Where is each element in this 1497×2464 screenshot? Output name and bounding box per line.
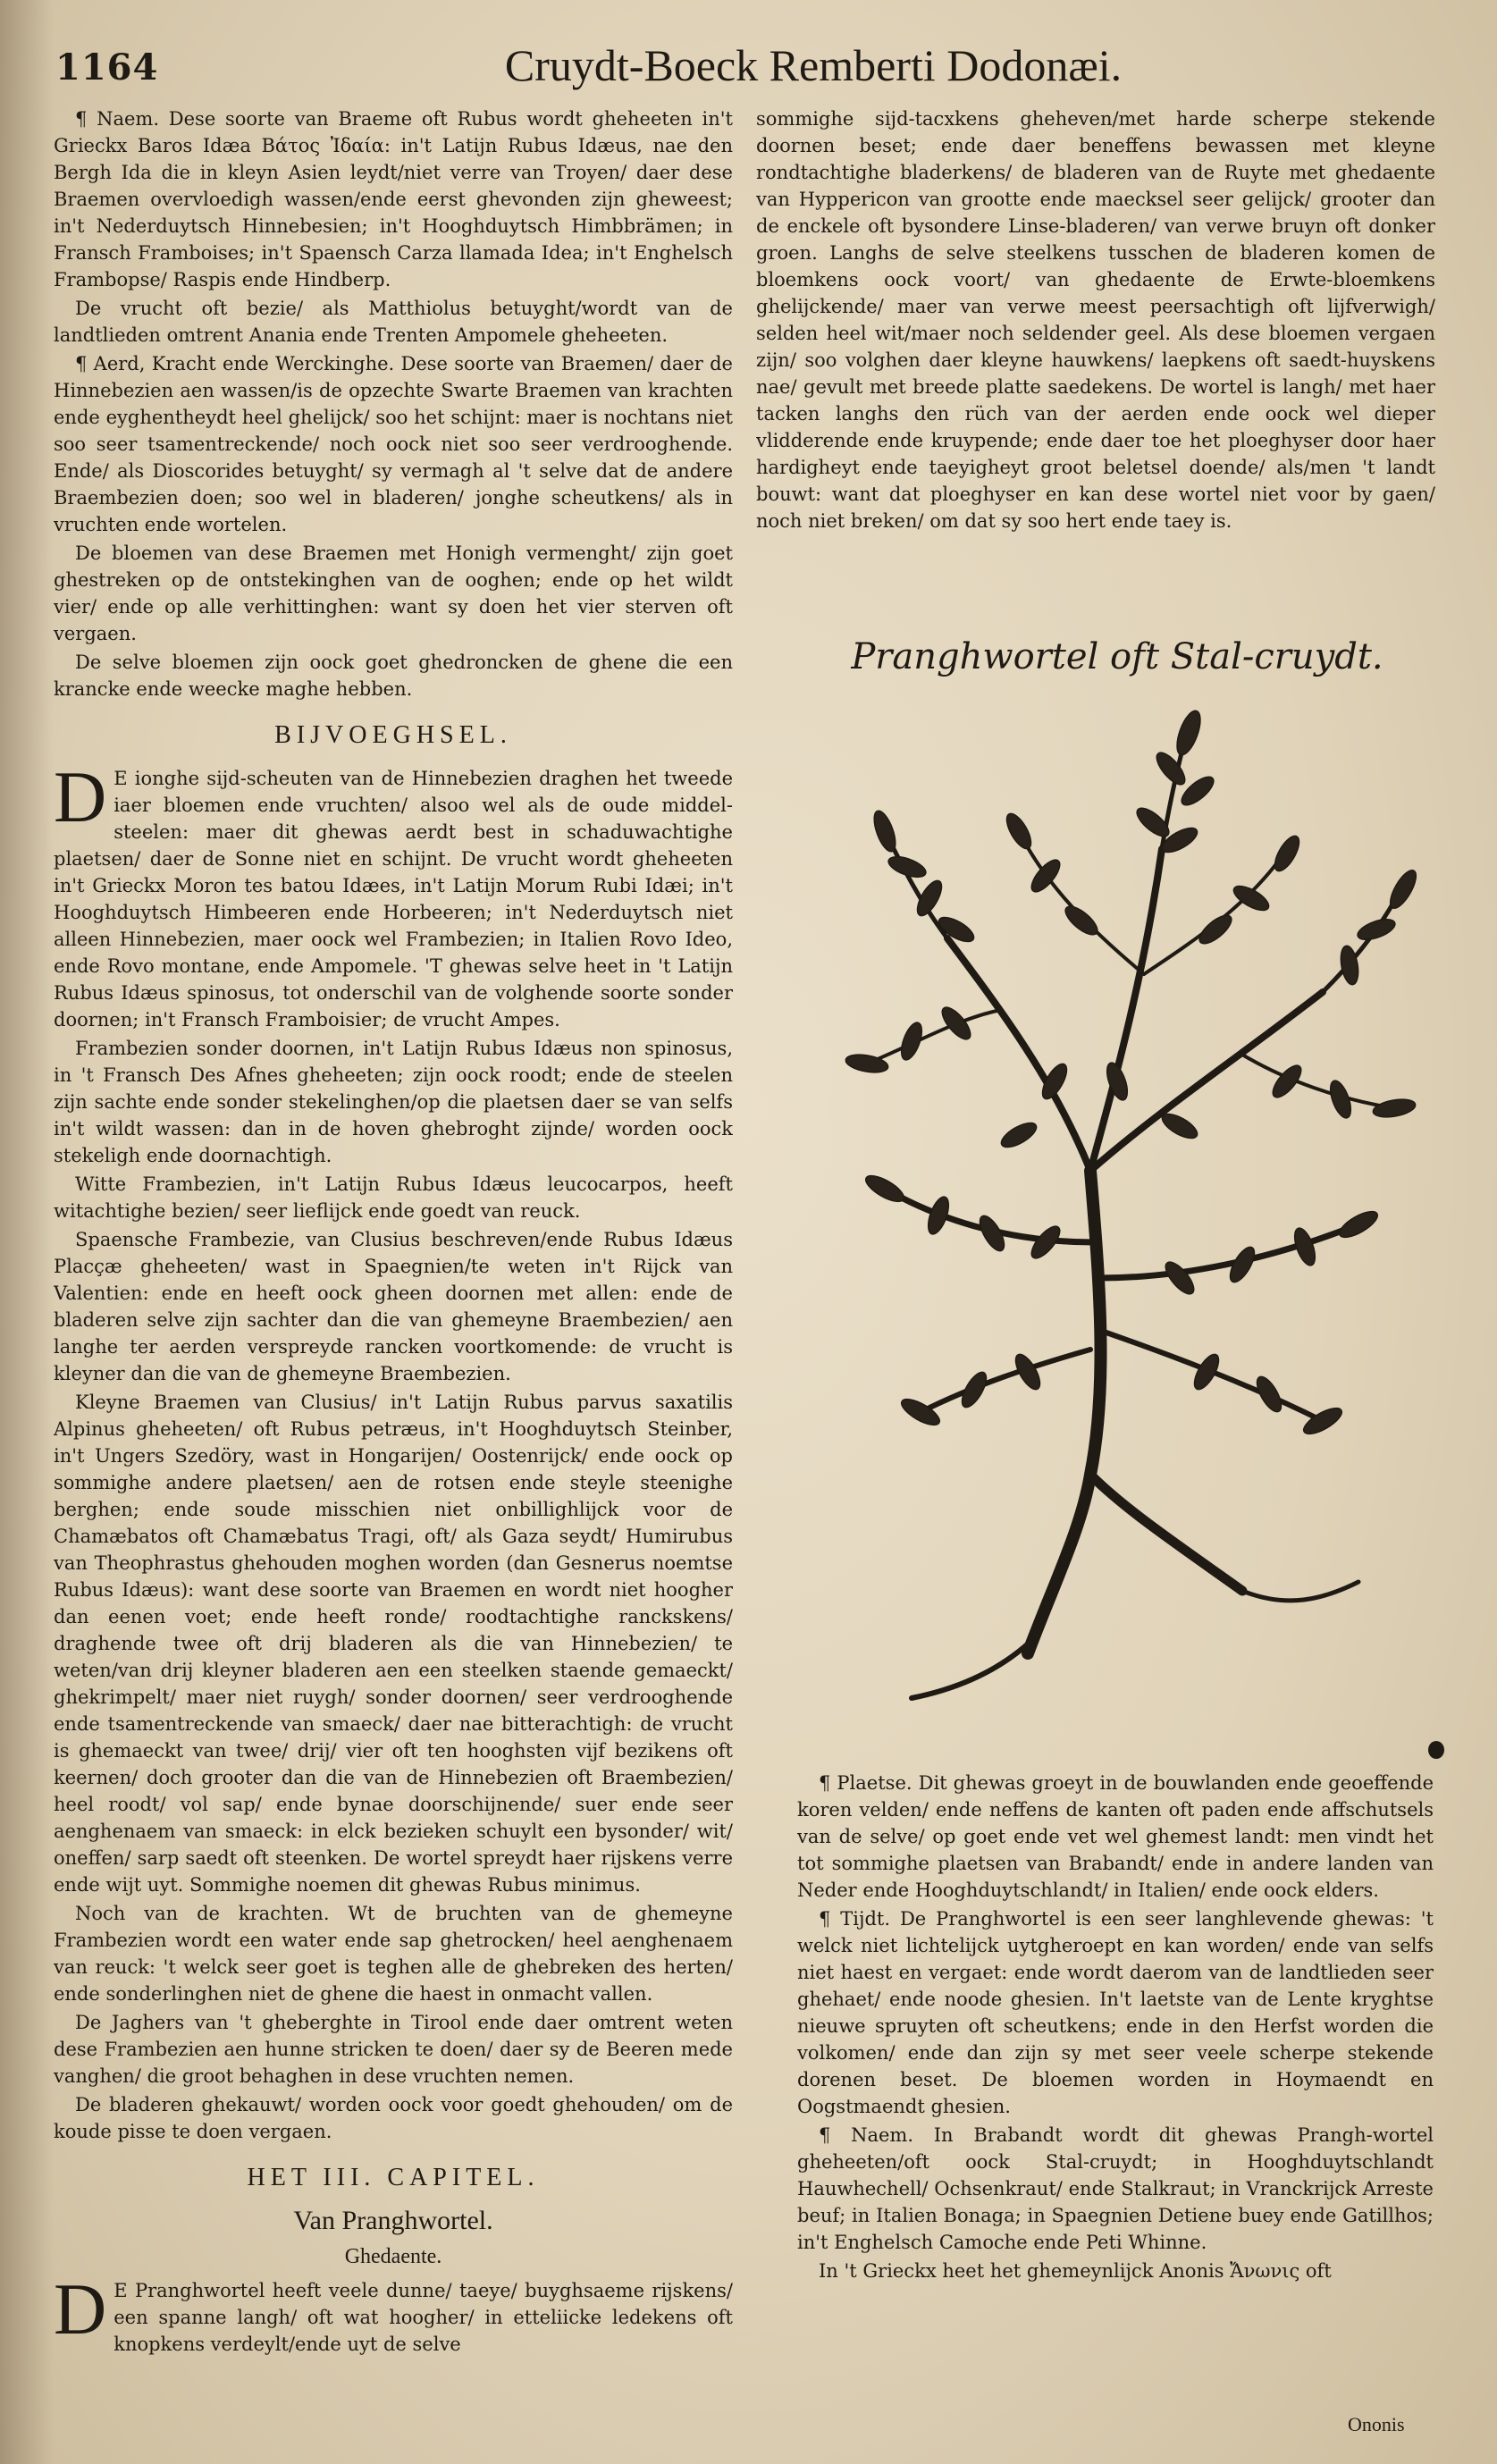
paragraph-jaghers: De Jaghers van 't gheberghte in Tirool ende daer omtrent weten dese Frambezien aen hunne stricken te doen/ daer sy de Beeren mede vanghen/ die groot behaghen in dese vruchten nemen. [54, 2012, 733, 2087]
paragraph-tijdt: ¶ Tijdt. De Pranghwortel is een seer langhlevende ghewas: 't welck niet lichtelijck uytgheroept en kan worden/ ende van selfs niet haest en vergaet: ende wordt daerom van de landtlieden seer ghehaet/ ende noode ghesien. In't laetste van de Lente kryghtse nieuwe spruyten oft scheutkens; ende in den Herfst worden die volkomen/ ende dan zijn sy met seer veele scherpe stekende dorenen beset. De bloemen worden in Hoymaendt en Oogstmaendt ghesien. [797, 1908, 1434, 2117]
paragraph-bladeren: De bladeren ghekauwt/ worden oock voor goedt ghehouden/ om de koude pisse te doen vergaen. [54, 2094, 733, 2142]
paragraph-noch-krachten: Noch van de krachten. Wt de bruchten van de ghemeyne Frambezien wordt een water ende sap ghetrocken/ heel aenghenaem van reuck: 't welck seer goet is teghen alle de ghebreken des herten/ ende sonderlinghen niet de ghene die haest in onmacht vallen. [54, 1903, 733, 2005]
chapter-title: Van Pranghwortel. [293, 2206, 493, 2235]
spine-shadow [0, 0, 54, 2464]
drop-cap: D [54, 756, 107, 837]
chapter-heading: HET III. CAPITEL. [247, 2164, 540, 2191]
figure-title: Pranghwortel oft Stal-cruydt. [851, 636, 1383, 677]
bijvoeghsel-heading: BIJVOEGHSEL. [274, 721, 512, 749]
paragraph-bloemen-ghedroncken: De selve bloemen zijn oock goet ghedroncken de ghene die een krancke ende weecke maghe hebben. [54, 652, 733, 700]
left-column [54, 105, 733, 2359]
paragraph-grieckx: In 't Grieckx heet het ghemeynlijck Anonis Ἄνωνις oft [819, 2260, 1332, 2282]
paragraph-plaetse: ¶ Plaetse. Dit ghewas groeyt in de bouwlanden ende geoeffende koren velden/ ende neffens de kanten oft paden ende affschutsels van de selve/ op goet ende vet wel ghemest landt: men vindt het tot sommighe plaetsen van Brabandt/ ende in andere landen van Neder ende Hooghduytschlandt/ in Italien/ ende oock elders. [797, 1772, 1434, 1901]
catchword: Ononis [1348, 2413, 1405, 2435]
paragraph-spaensche-frambezie: Spaensche Frambezie, van Clusius beschreven/ende Rubus Idæus Placçæ gheheeten/ wast in Spaegnien/te weten in't Rijck van Valentien: ende en heeft oock gheen doornen met allen: ende de bladeren selve zijn sachter dan die van ghemeyne Braembezien/ aen langhe ter aerden verspreyde rancken voortkomende: de vrucht is kleyner dan die van de ghemeyne Braembezien. [54, 1229, 733, 1384]
ink-mark [1428, 1741, 1444, 1759]
bijvoeghsel-paragraph [54, 756, 733, 1033]
chapter-subhead: Ghedaente. [344, 2245, 442, 2268]
paragraph-aerd-kracht: ¶ Aerd, Kracht ende Werckinghe. Dese soorte van Braemen/ daer de Hinnebezien aen wassen/is de opzechte Swarte Braemen van krachten ende eyghentheydt heel ghelijck/ soo het schijnt: maer is nochtans niet soo seer tsamentreckende/ noch oock niet soo seer verdrooghende. Ende/ als Dioscorides betuyght/ sy vermagh al 't selve dat de andere Braembezien doen; soo wel in bladeren/ jonghe scheutkens/ als in vruchten ende wortelen. [54, 353, 733, 535]
woodcut-plant-illustration [822, 706, 1430, 1743]
paragraph-ghedaente-continued: sommighe sijd-tacxkens gheheven/met harde scherpe stekende doornen beset; ende daer beneffens bewassen met kleyne rondtachtighe bladerkens/ de bladeren van de Ruyte met ghedaente van Hyppericon van grootte ende maecksel seer gelijck/ grooter dan de enckele oft bysondere Linse-bladeren/ van verwe bruyn oft donker groen. Langhs de selve steelkens tusschen de bladeren komen de bloemkens oock voort/ van ghedaente de Erwte-bloemkens ghelijckende/ maer van verwe meest peersachtigh oft lijfverwigh/ selden heel wit/maer noch seldender geel. Als dese bloemen vergaen zijn/ soo volghen daer kleyne hauwkens/ laepkens oft saedt-huyskens nae/ gevult met breede platte saedekens. De wortel is langh/ met haer tacken langhs den rüch van der aerden ende oock wel dieper vlidderende ende kruypende; ende daer toe het ploeghyser door haer hardigheyt ende taeyigheyt groot beletsel doende/ als/men 't landt bouwt: want dat ploeghyser en kan dese wortel niet voor by gaen/ noch niet breken/ om dat sy soo hert ende taey is. [756, 108, 1435, 532]
bijvoeghsel-text: E ionghe sijd-scheuten van de Hinnebezien draghen het tweede iaer bloemen ende vruchten/ alsoo wel als de oude middel-steelen: maer dit ghewas aerdt best in schaduwachtighe plaetsen/ daer de Sonne niet en schijnt. De vrucht wordt gheheeten in't Grieckx Moron tes batou Idæes, in't Latijn Morum Rubi Idæi; in't Hooghduytsch Himbeeren ende Horbeeren; in't Nederduytsch niet alleen Hinnebezien, maer oock wel Frambezien; in Italien Rovo Ideo, ende Rovo montane, ende Ampomele. 'T ghewas selve heet in 't Latijn Rubus Idæus spinosus, tot onderschil van de volghende soorte sonder doornen; in't Fransch Framboisier; de vrucht Ampes. [54, 768, 733, 1030]
paragraph-naem-pranghwortel: ¶ Naem. In Brabandt wordt dit ghewas Prangh-wortel gheheeten/oft oock Stal-cruydt; in Hooghduytschlandt Hauwhechell/ Ochsenkraut/ ende Stalkraut; in Vranckrijck Arreste beuf; in Italien Bonaga; in Spaegnien Detiene buey ende Gatillhos; in't Enghelsch Camoche ende Peti Whinne. [797, 2124, 1434, 2253]
chapter-paragraph [54, 2268, 733, 2358]
paragraph-vrucht: De vrucht oft bezie/ als Matthiolus betuyght/wordt van de landtlieden omtrent Anania ende Trenten Ampomele gheheeten. [54, 298, 733, 346]
paragraph-witte-frambezien: Witte Frambezien, in't Latijn Rubus Idæus leucocarpos, heeft witachtighe bezien/ seer lieflijck ende goedt van reuck. [54, 1173, 733, 1222]
running-head: Cruydt-Boeck Remberti Dodonæi. [504, 40, 1123, 90]
paragraph-frambezien-sonder-doornen: Frambezien sonder doornen, in't Latijn Rubus Idæus non spinosus, in 't Fransch Des Afnes gheheeten; zijn oock roodt; ende de steelen zijn sachte ende sonder stekelinghen/op die plaetsen daer se van selfs in't wildt wassen: dan in de hoven ghebroght zijnde/ worden oock stekeligh ende doornachtigh. [54, 1038, 733, 1166]
paragraph-naem: ¶ Naem. Dese soorte van Braeme oft Rubus wordt gheheeten in't Grieckx Baros Idæa Βάτος Ἰδαία: in't Latijn Rubus Idæus, nae den Bergh Ida die in kleyn Asien leydt/niet verre van Troyen/ daer dese Braemen overvloedigh wassen/ende eerst ghevonden zijn gheweest; in't Nederduytsch Hinnebesien; in't Hooghduytsch Himbbrämen; in Fransch Framboises; in't Spaensch Carza llamada Idea; in't Enghelsch Frambopse/ Raspis ende Hindberp. [54, 108, 733, 290]
paragraph-kleyne-braemen: Kleyne Braemen van Clusius/ in't Latijn Rubus parvus saxatilis Alpinus gheheeten/ oft Rubus petræus, in't Hooghduytsch Steinber, in't Ungers Szedöry, wast in Hongarijen/ Oostenrijck/ ende oock op sommighe andere plaetsen/ aen de rotsen ende steyle steenighe berghen; ende soude misschien niet onbillighlijck voor de Chamæbatos oft Chamæbatus Tragi, oft/ als Gaza seydt/ Humirubus van Theophrastus ghehouden moghen worden (dan Gesnerus noemtse Rubus Idæus): want dese soorte van Braemen en wordt niet hoogher dan eenen voet; ende heeft ronde/ roodtachtighe ranckskens/ draghende twee oft drij bladeren als die van Hinnebezien/ te weten/van drij kleyner bladeren aen een steelken staende gemaeckt/ ghekrimpelt/ maer niet ruygh/ sonder doornen/ seer verdrooghende ende tsamentreckende van smaeck/ daer nae bitterachtigh: de vrucht is ghemaeckt van twee/ drij/ vier oft ten hooghsten vijf bezikens oft keernen/ doch grooter dan die van de Hinnebezien oft Braembezien/ heel roodt/ vol sap/ ende bynae doorschijnende/ suer ende seer aenghenaem van smaeck: in elck bezieken schuylt een bysonder/ wit/ oneffen/ sarp saedt oft steenken. De wortel spreydt haer rijskens verre ende wijt uyt. Sommighe noemen dit ghewas Rubus minimus. [54, 1392, 733, 1896]
chapter-text: E Pranghwortel heeft veele dunne/ taeye/ buyghsaeme rijskens/ een spanne langh/ oft wat hoogher/ in etteliicke ledekens oft knopkens verdeylt/ende uyt de selve [114, 2280, 733, 2355]
right-column-top [756, 105, 1435, 536]
paragraph-bloemen: De bloemen van dese Braemen met Honigh vermenght/ zijn goet ghestreken op de ontstekinghen van de ooghen; ende op het wildt vier/ ende op alle verhittinghen: want sy doen het vier sterven oft vergaen. [54, 542, 733, 644]
right-column-bottom [797, 1770, 1434, 2286]
drop-cap: D [54, 2268, 107, 2350]
page-number: 1164 [55, 46, 159, 88]
